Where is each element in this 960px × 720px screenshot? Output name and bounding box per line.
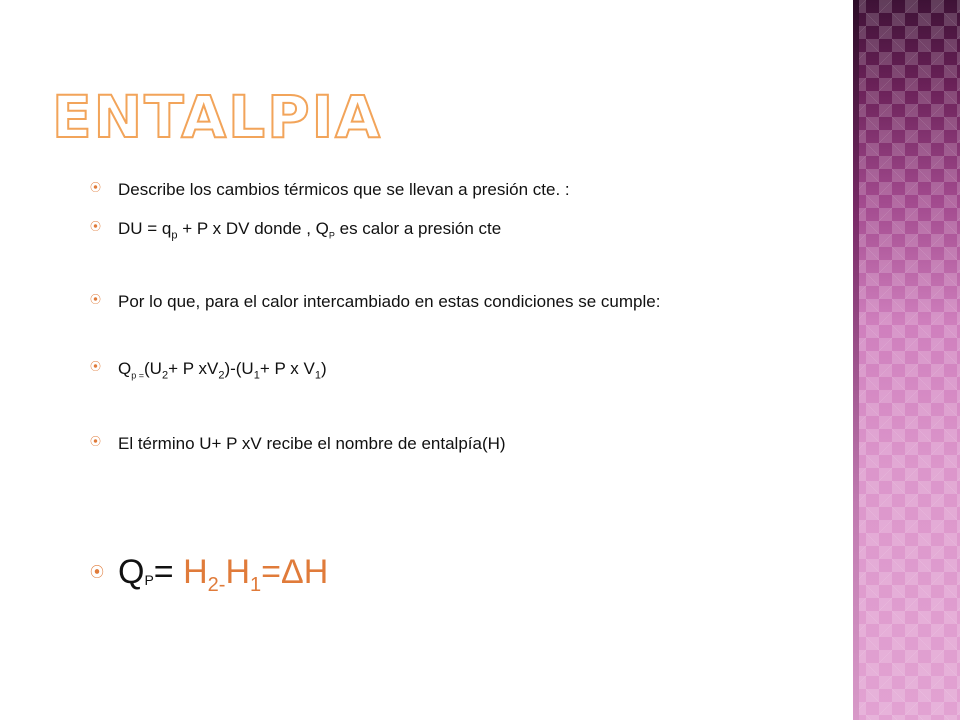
enthalpy-formula [92,548,328,604]
text-segment: Q [118,359,132,378]
formula-equals: = [153,553,184,591]
decorative-side-band [853,0,960,720]
bullet-item [92,178,798,202]
text-segment: ) [320,359,327,378]
subscript: 1 [253,369,260,382]
bullet-marker-icon: ⦿ [90,221,101,233]
text-segment: H [225,553,251,591]
text-segment: H [183,553,208,591]
formula-text [92,553,329,596]
text-segment: + P x DV donde , Q [177,219,329,238]
subscript: 2 [218,369,225,382]
bullet-item [92,432,798,456]
subscript: p = [131,370,144,381]
subscript: P [144,572,154,588]
bullet-text [92,357,798,381]
bullet-item [92,217,798,241]
text-segment: (U [144,359,162,378]
bullet-text: Por lo que, para el calor intercambiado en estas condiciones se cumple: [118,292,661,311]
bullet-text: Describe los cambios térmicos que se llevan a presión cte. : [118,180,570,199]
text-segment: =ΔH [261,553,329,591]
subscript: p [171,229,178,242]
subscript: P [328,230,335,241]
text-segment: DU = q [118,219,172,238]
text-segment: )-(U [224,359,254,378]
bullet-item [92,357,798,381]
bullet-item [92,290,798,314]
subscript: 1 [314,369,321,382]
subscript: 1 [250,573,262,596]
bullet-marker-icon: ⦿ [90,361,101,373]
text-segment: + P xV [168,359,219,378]
subscript: 2 [161,369,169,382]
bullet-marker-icon: ⦿ [90,564,104,580]
text-segment: + P x V [259,359,315,378]
bullet-marker-icon: ⦿ [90,182,101,194]
formula-q: Q [118,553,145,591]
subscript: 2- [207,573,226,596]
text-segment: es calor a presión cte [334,219,502,238]
formula-enthalpy-part [183,553,329,596]
bullet-marker-icon: ⦿ [90,436,101,448]
bullet-text: El término U+ P xV recibe el nombre de entalpía(H) [118,434,506,453]
bullet-text [92,217,798,241]
bullet-marker-icon: ⦿ [90,294,101,306]
slide-title: ENTALPIA [52,83,383,151]
